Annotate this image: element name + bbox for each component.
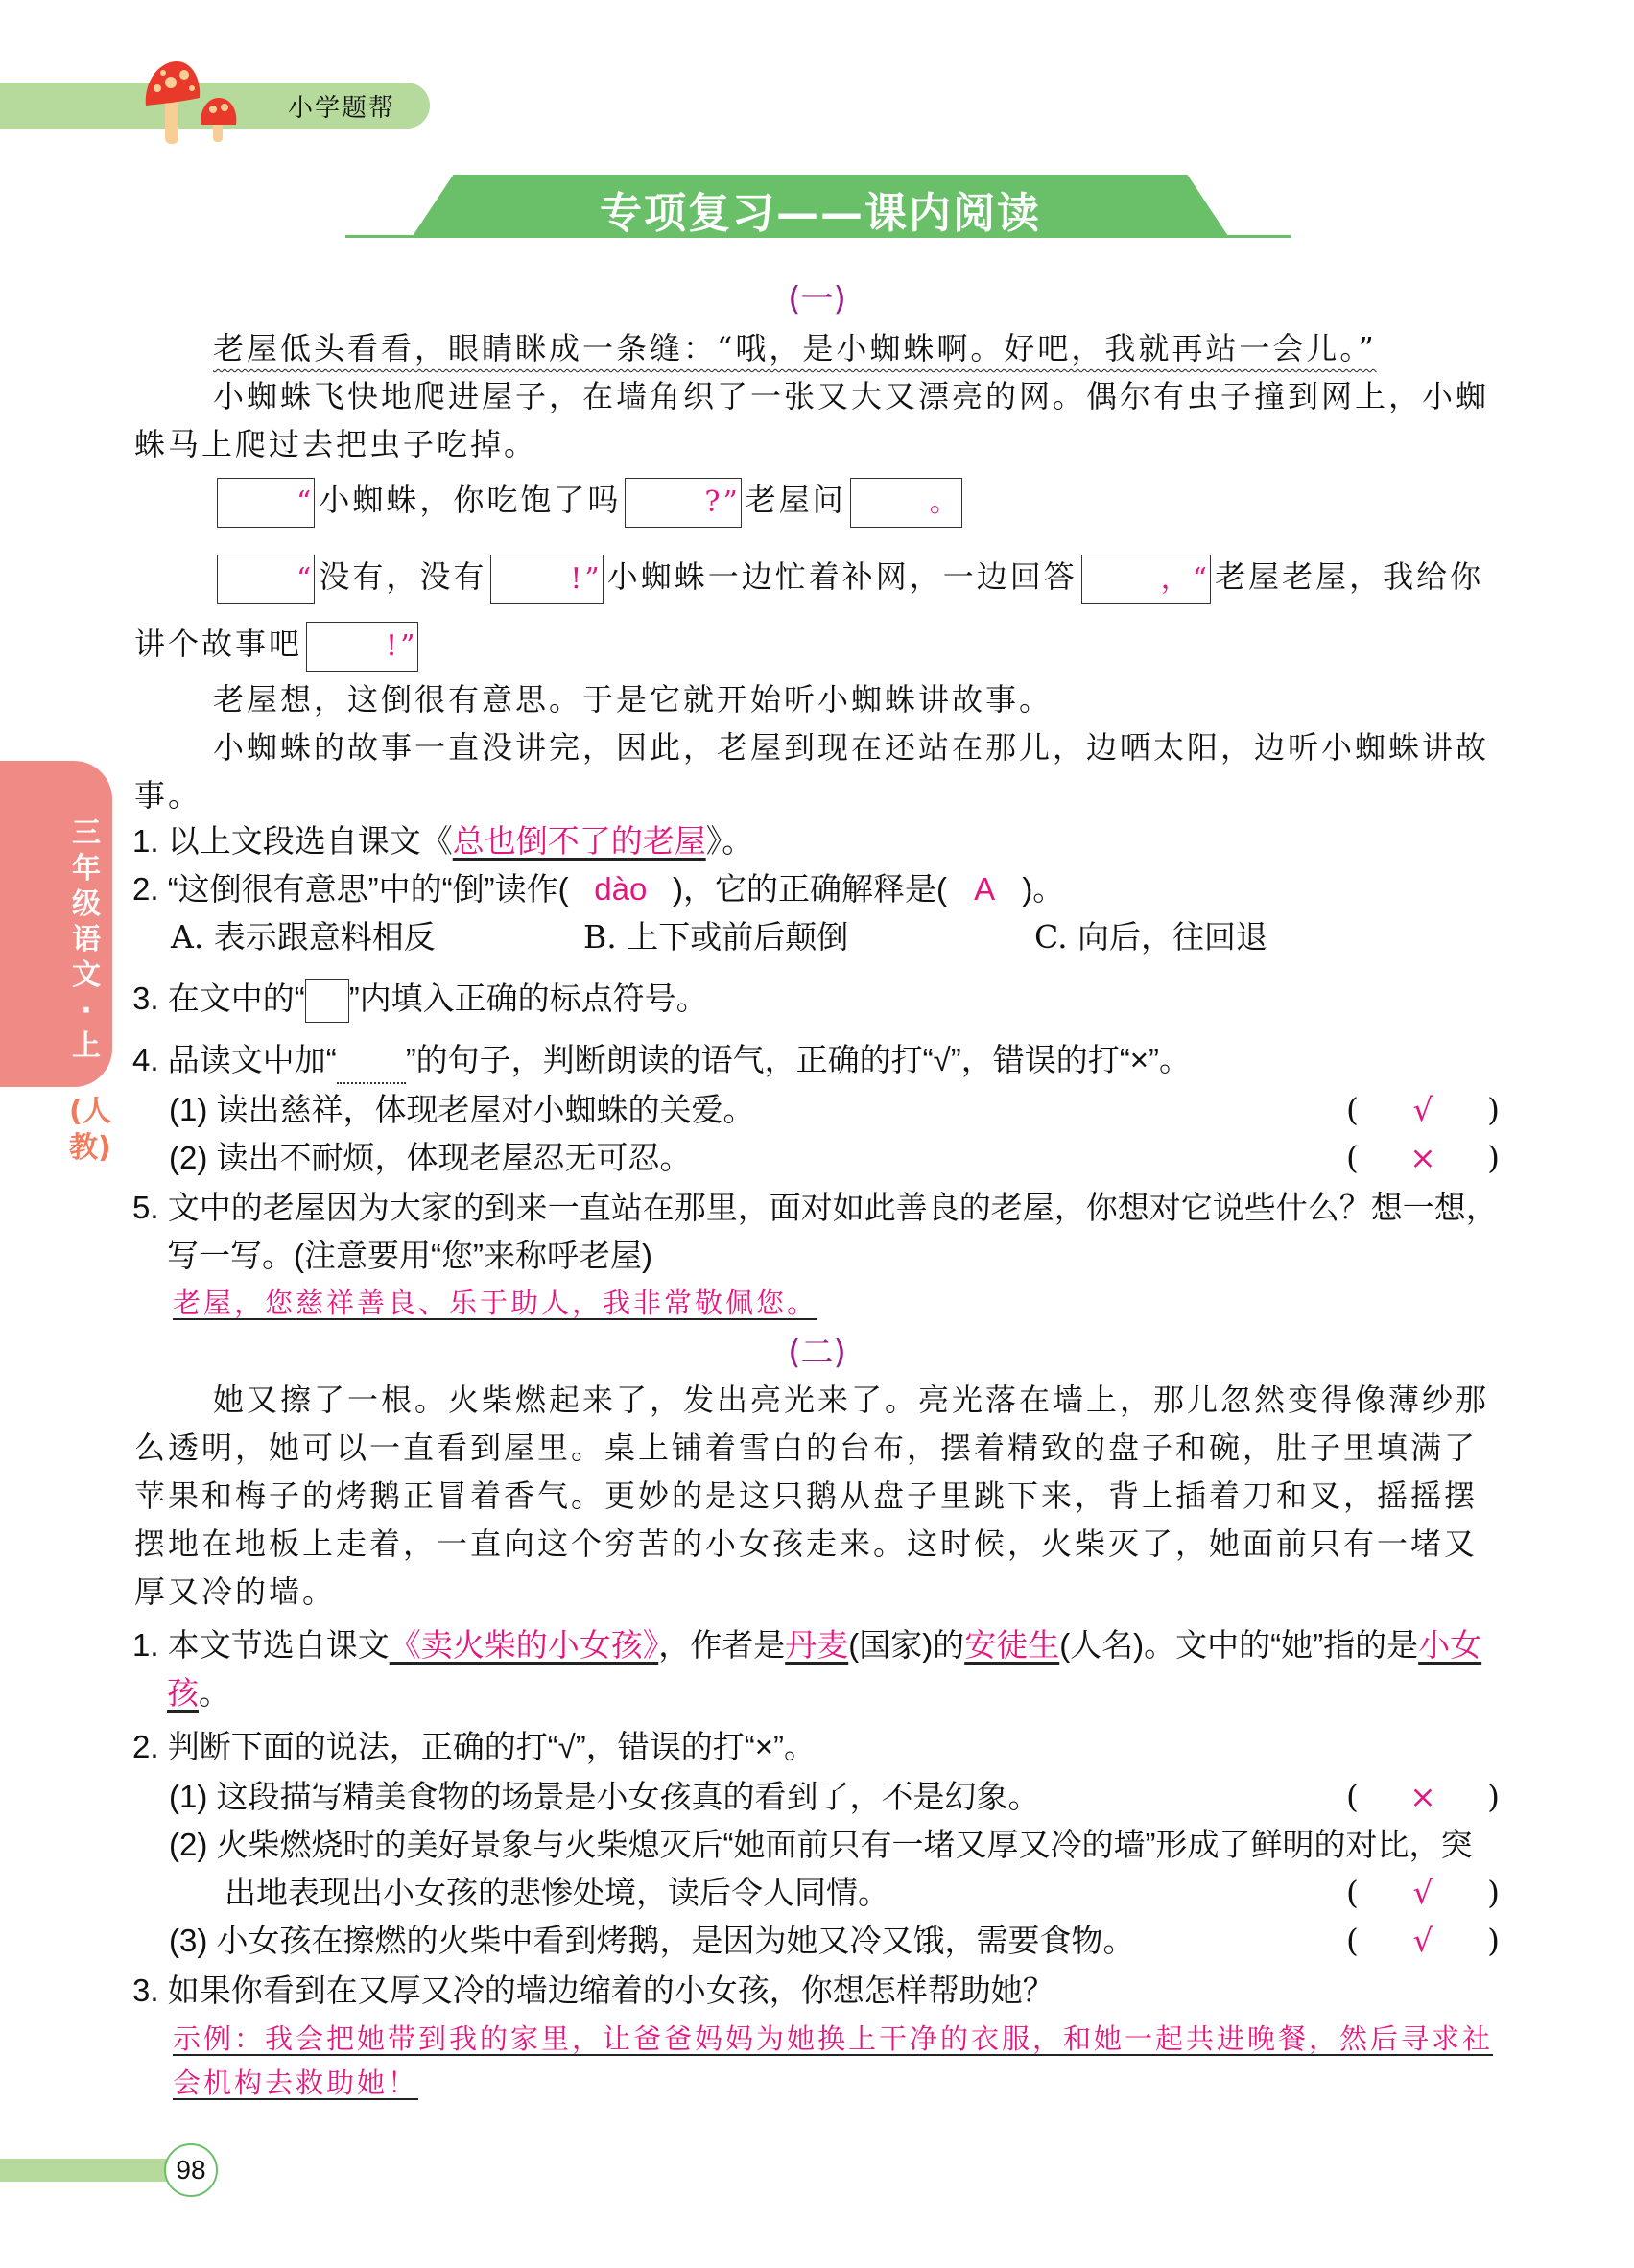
question-2	[132, 865, 1504, 913]
page-number: 98	[164, 2143, 218, 2197]
answer-pinyin: dào	[594, 871, 648, 907]
question-3: 3. 如果你看到在又厚又冷的墙边缩着的小女孩，你想怎样帮助她？	[132, 1973, 1054, 2008]
punctuation-blank[interactable]: “	[217, 555, 315, 604]
question-text: ，作者是	[658, 1627, 786, 1663]
passage-paragraph: 小蜘蛛的故事一直没讲完，因此，老屋到现在还站在那儿，边晒太阳，边听小蜘蛛讲故事。	[134, 729, 1490, 814]
judgement-item: (2) 火柴燃烧时的美好景象与火柴熄灭后“她面前只有一堵又厚又冷的墙”形成了鲜明的对比，突出地表现出小女孩的悲惨处境，读后令人同情。	[169, 1827, 1473, 1910]
option-c: C. 向后，往回退	[1034, 918, 1268, 956]
judgement-item: (3) 小女孩在擦燃的火柴中看到烤鹅，是因为她又冷又饿，需要食物。	[169, 1923, 1135, 1958]
wavy-underlined-sentence: 老屋低头看看，眼睛眯成一条缝：“哦，是小蜘蛛啊。好吧，我就再站一会儿。”	[213, 330, 1377, 366]
passage-text: 小蜘蛛，你吃饱了吗	[319, 482, 622, 518]
passage-text: 没有，没有	[319, 558, 487, 595]
question-4	[132, 1036, 1504, 1084]
punctuation-blank[interactable]: !”	[306, 622, 418, 672]
punctuation-blank[interactable]: 。	[850, 478, 962, 528]
question-2-options	[171, 913, 1543, 961]
question-text: )。	[1022, 871, 1065, 907]
question-text: 。	[199, 1675, 230, 1711]
passage-paragraph-blanks	[134, 543, 1497, 677]
answer-text: 《卖火柴的小女孩》	[389, 1627, 659, 1663]
check-mark-icon: √	[1412, 1091, 1433, 1128]
question-text: (人名)。文中的“她”指的是	[1059, 1627, 1419, 1663]
grade-label: 三年级语文·上	[72, 816, 101, 1063]
blank-box-icon	[305, 979, 349, 1023]
punctuation-blank[interactable]: !”	[490, 555, 603, 604]
answer-text: 总也倒不了的老屋	[452, 823, 706, 859]
option-b: B. 上下或前后颠倒	[583, 918, 849, 956]
question-text: 1. 本文节选自课文	[132, 1627, 390, 1663]
question-text: 1. 以上文段选自课文《	[132, 823, 453, 859]
answer-text: 老屋，您慈祥善良、乐于助人，我非常敬佩您。	[173, 1287, 818, 1319]
judgement-answer: ( √ )	[1346, 1086, 1500, 1134]
passage-paragraph: 小蜘蛛飞快地爬进屋子，在墙角织了一张又大又漂亮的网。偶尔有虫子撞到网上，小蜘蛛马上爬过去把虫子吃掉。	[134, 378, 1490, 462]
judgement-item	[169, 1086, 1541, 1134]
answer-choice: A	[974, 871, 996, 907]
question-5: 5. 文中的老屋因为大家的到来一直站在那里，面对如此善良的老屋，你想对它说些什么？想一想，写一写。(注意要用“您”来称呼老屋)	[132, 1190, 1498, 1273]
question-text: 3. 在文中的“	[132, 980, 305, 1016]
edition-label: (人教)	[69, 1095, 111, 1165]
question-text: 》。	[705, 823, 754, 859]
answer-text: 安徒生	[964, 1627, 1060, 1663]
cross-mark-icon: ×	[1409, 1778, 1436, 1815]
question-2: 2. 判断下面的说法，正确的打“√”，错误的打“×”。	[132, 1729, 817, 1764]
section-heading-1: (一)	[788, 280, 846, 319]
question-text: (国家)的	[848, 1627, 965, 1663]
judgement-answer: ( √ )	[1346, 1917, 1500, 1965]
item-text: (1) 读出慈祥，体现老屋对小蜘蛛的关爱。	[169, 1092, 755, 1127]
question-1	[132, 1621, 1510, 1717]
judgement-answer: ( × )	[1346, 1773, 1500, 1821]
answer-text: 丹麦	[785, 1627, 849, 1663]
passage-paragraph: 老屋想，这倒很有意思。于是它就开始听小蜘蛛讲故事。	[213, 681, 1054, 718]
passage-text: 老屋老屋，我给你讲个故事吧	[134, 558, 1484, 662]
small-mushroom-icon	[200, 96, 238, 144]
passage-paragraph	[134, 324, 1497, 372]
punctuation-blank[interactable]: ，“	[1081, 555, 1211, 604]
question-text: )，它的正确解释是(	[672, 871, 947, 907]
item-text: (2) 读出不耐烦，体现老屋忍无可忍。	[169, 1140, 692, 1175]
brand-name: 小学题帮	[288, 94, 396, 123]
punctuation-blank[interactable]: “	[217, 478, 315, 528]
mushroom-icon	[144, 59, 201, 146]
passage-text: 小蜘蛛一边忙着补网，一边回答	[606, 558, 1077, 595]
question-text: 2. “这倒很有意思”中的“倒”读作(	[132, 871, 569, 907]
answer-line	[173, 2017, 1497, 2105]
punctuation-blank[interactable]: ?”	[625, 478, 741, 528]
passage-text: 老屋问	[745, 482, 846, 518]
judgement-answer: ( √ )	[1346, 1869, 1500, 1917]
wavy-line-icon	[337, 1044, 406, 1084]
answer-line	[173, 1282, 1535, 1324]
answer-text: 示例：我会把她带到我的家里，让爸爸妈妈为她换上干净的衣服，和她一起共进晚餐，然后寻求社会机构去救助她！	[173, 2022, 1494, 2099]
cross-mark-icon: ×	[1409, 1139, 1436, 1176]
option-a: A. 表示跟意料相反	[171, 918, 436, 956]
question-text: ”内填入正确的标点符号。	[348, 980, 708, 1016]
question-1	[132, 817, 1504, 865]
footer-bar	[0, 2159, 173, 2182]
check-mark-icon: √	[1412, 1922, 1433, 1959]
question-3	[132, 975, 1504, 1023]
page-title: 专项复习——课内阅读	[600, 189, 1041, 238]
judgement-item: (1) 这段描写精美食物的场景是小女孩真的看到了，不是幻象。	[169, 1779, 1040, 1814]
question-text: 4. 品读文中加“	[132, 1042, 337, 1077]
passage-paragraph: 她又擦了一根。火柴燃起来了，发出亮光来了。亮光落在墙上，那儿忽然变得像薄纱那么透明，她可以一直看到屋里。桌上铺着雪白的台布，摆着精致的盘子和碗，肚子里填满了苹果和梅子的烤鹅正冒着香气。更妙的是这只鹅从盘子里跳下来，背上插着刀和叉，摇摇摆摆地在地板上走着，一直向这个穷苦的小女孩走来。这时候，火柴灭了，她面前只有一堵又厚又冷的墙。	[134, 1382, 1490, 1610]
passage-paragraph-blanks	[134, 476, 1497, 528]
judgement-answer: ( × )	[1346, 1134, 1500, 1182]
section-heading-2: (二)	[788, 1334, 846, 1372]
judgement-item	[169, 1134, 1541, 1182]
check-mark-icon: √	[1412, 1874, 1433, 1911]
answer-text: 小女孩	[167, 1627, 1482, 1711]
question-text: ”的句子，判断朗读的语气，正确的打“√”，错误的打“×”。	[405, 1042, 1192, 1077]
